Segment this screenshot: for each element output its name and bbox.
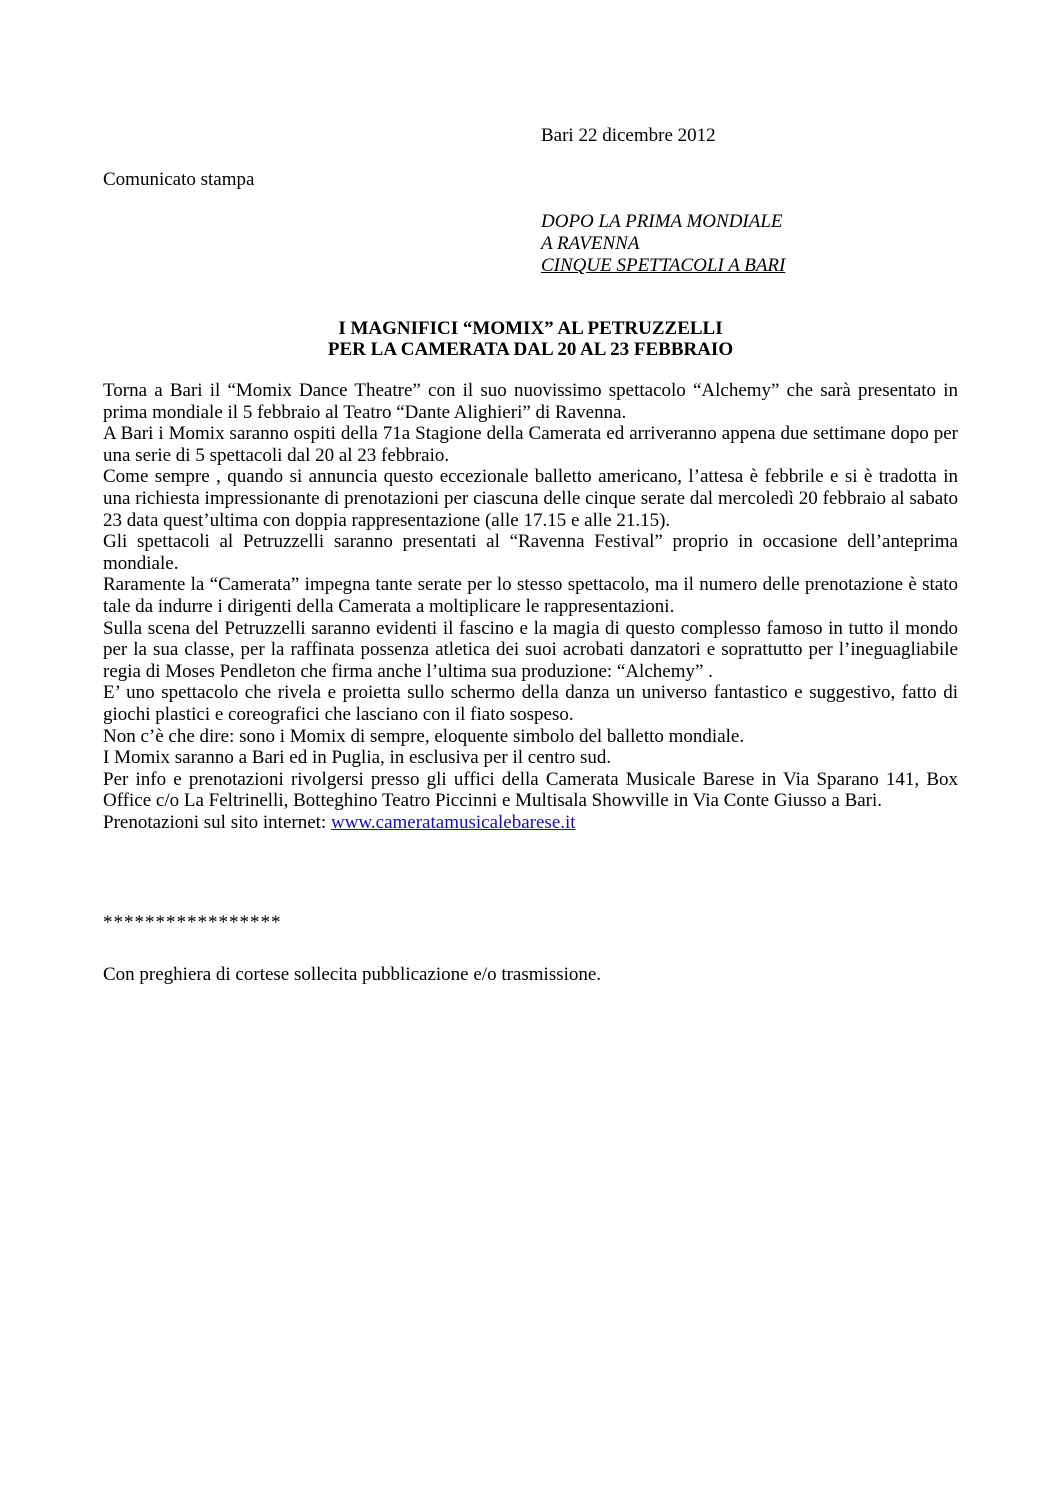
subheading-line-1: DOPO LA PRIMA MONDIALE xyxy=(541,211,783,232)
closing-note: Con preghiera di cortese sollecita pubblicazione e/o trasmissione. xyxy=(103,964,602,985)
press-body xyxy=(103,380,958,833)
subheading-line-3: CINQUE SPETTACOLI A BARI xyxy=(541,255,786,276)
document-type: Comunicato stampa xyxy=(103,169,255,190)
title-line-2: PER LA CAMERATA DAL 20 AL 23 FEBBRAIO xyxy=(327,339,734,360)
website-link[interactable]: www.cameratamusicalebarese.it xyxy=(330,811,576,833)
paragraph-8: Non c’è che dire: sono i Momix di sempre, eloquente simbolo del balletto mondiale. xyxy=(103,725,745,747)
separator-stars: ***************** xyxy=(103,912,282,933)
subheading-line-2: A RAVENNA xyxy=(541,233,640,254)
booking-label: Prenotazioni sul sito internet: xyxy=(103,811,331,833)
press-date: Bari 22 dicembre 2012 xyxy=(541,125,716,146)
paragraph-10: Per info e prenotazioni rivolgersi presso gli uffici della Camerata Musicale Barese in Via Sparano 141, Box Office c/o La Feltrinelli, Botteghino Teatro Piccinni e Multisala Showville in Via Conte Giusso a Bari. xyxy=(103,768,958,812)
paragraph-5: Raramente la “Camerata” impegna tante serate per lo stesso spettacolo, ma il numero delle prenotazione è stato tale da indurre i dirigenti della Camerata a moltiplicare le rappresentazioni. xyxy=(103,574,958,617)
paragraph-1: Torna a Bari il “Momix Dance Theatre” con il suo nuovissimo spettacolo “Alchemy” che sarà presentato in prima mondiale il 5 febbraio al Teatro “Dante Alighieri” di Ravenna. xyxy=(103,380,958,423)
paragraph-4: Gli spettacoli al Petruzzelli saranno presentati al “Ravenna Festival” proprio in occasione dell’anteprima mondiale. xyxy=(103,531,958,574)
paragraph-2: A Bari i Momix saranno ospiti della 71a Stagione della Camerata ed arriveranno appena due settimane dopo per una serie di 5 spettacoli dal 20 al 23 febbraio. xyxy=(103,423,958,466)
paragraph-11 xyxy=(103,812,958,834)
paragraph-6: Sulla scena del Petruzzelli saranno evidenti il fascino e la magia di questo complesso famoso in tutto il mondo per la sua classe, per la raffinata possenza atletica dei suoi acrobati danzatori e soprattutto per l’ineguagliabile regia di Moses Pendleton che firma anche l’ultima sua produzione: “Alchemy” . xyxy=(103,617,958,682)
press-title xyxy=(103,318,958,360)
title-line-1: I MAGNIFICI “MOMIX” AL PETRUZZELLI xyxy=(338,318,723,339)
paragraph-3: Come sempre , quando si annuncia questo eccezionale balletto americano, l’attesa è febbrile e si è tradotta in una richiesta impressionante di prenotazioni per ciascuna delle cinque serate dal mercoledì 20 febbraio al sabato 23 data quest’ultima con doppia rappresentazione (alle 17.15 e alle 21.15). xyxy=(103,466,958,531)
subheading xyxy=(541,211,785,277)
paragraph-9: I Momix saranno a Bari ed in Puglia, in esclusiva per il centro sud. xyxy=(103,747,612,769)
paragraph-7: E’ uno spettacolo che rivela e proietta sullo schermo della danza un universo fantastico e suggestivo, fatto di giochi plastici e coreografici che lasciano con il fiato sospeso. xyxy=(103,682,958,725)
